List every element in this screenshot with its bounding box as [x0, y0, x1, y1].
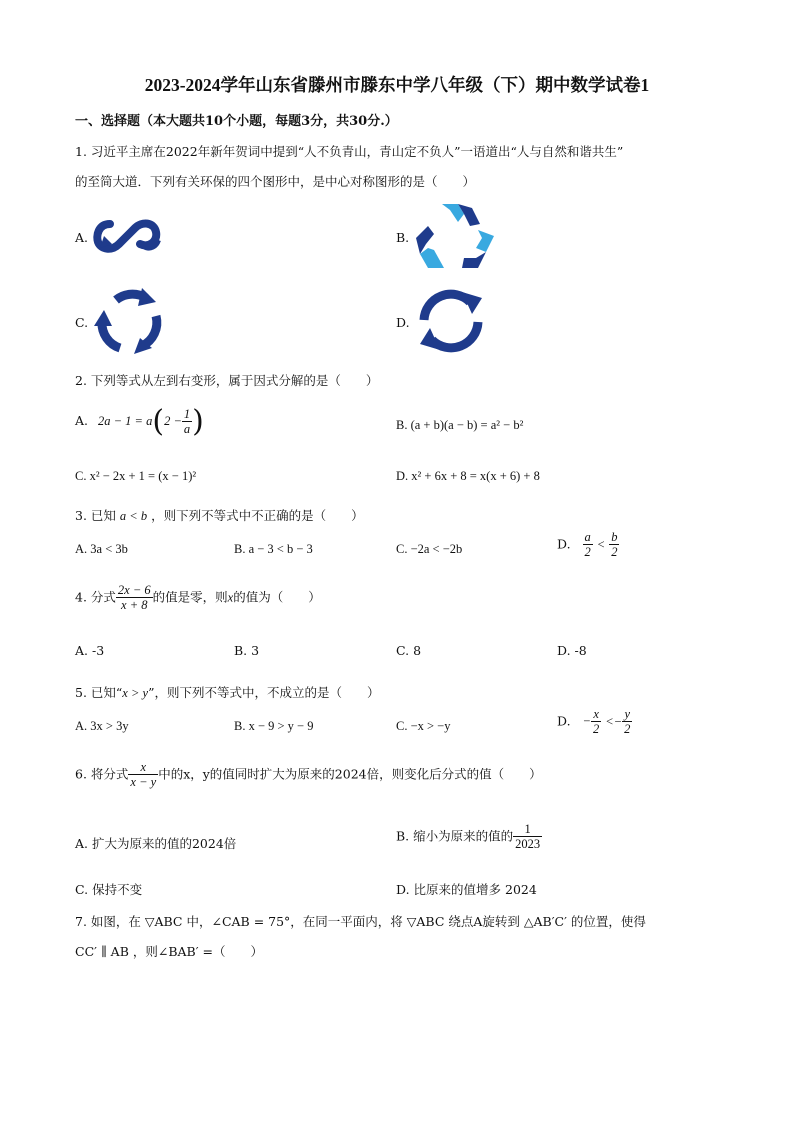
q4-option-b: B. 3 — [234, 643, 260, 658]
q2-option-c: C. x² − 2x + 1 = (x − 1)² — [75, 469, 197, 483]
q4-option-d: D. -8 — [557, 643, 587, 658]
q4-option-a: A. -3 — [75, 643, 105, 658]
page-title: 2023-2024学年山东省滕州市滕东中学八年级（下）期中数学试卷1 — [144, 75, 650, 95]
q3-option-c: C. −2a < −2b — [396, 542, 463, 556]
question-7-line-1: 7. 如图，在 ▽ABC 中，∠CAB = 75°，在同一平面内，将 ▽ABC 绕点A旋转到 △AB′C′ 的位置，使得 — [75, 914, 646, 929]
question-3-stem: 3. 已知 a < b ，则下列不等式中不正确的是（ ） — [75, 508, 364, 523]
q2-option-a: A. 2a − 1 = a(2 − $\frac{1}{a}$ ) — [75, 404, 204, 439]
question-6-stem: 6. 将分式 $\frac{x}{x - y}$ 中的x，y的值同时扩大为原来的2024倍，则变化后分式的值（ ） — [75, 760, 542, 790]
q6-option-c: C. 保持不变 — [75, 882, 143, 897]
q4-fraction: $\frac{2x - 6}{x + 8}$ — [117, 583, 151, 613]
q3-option-d: D. $\frac{a}{2}$ < $\frac{b}{2}$ — [557, 530, 618, 560]
three-arrow-cycle-icon — [94, 286, 166, 356]
two-arrow-cycle-icon — [416, 288, 486, 354]
question-1-line-1: 1. 习近平主席在2022年新年贺词中提到“人不负青山，青山定不负人”一语道出“人与自然和谐共生” — [75, 144, 624, 159]
q5-option-b: B. x − 9 > y − 9 — [234, 719, 314, 733]
section-heading: 一、选择题（本大题共10个小题，每题3分，共30分.） — [75, 114, 398, 129]
q6-fraction: $\frac{x}{x - y}$ — [130, 760, 157, 790]
q3-option-b: B. a − 3 < b − 3 — [234, 542, 313, 556]
q1-option-b-label: B. — [396, 230, 410, 245]
q5-option-a: A. 3x > 3y — [75, 719, 129, 733]
question-1-line-2: 的至简大道．下列有关环保的四个图形中，是中心对称图形的是（ ） — [75, 174, 476, 189]
question-7-line-2: CC′ ∥ AB ，则∠BAB′ =（ ） — [75, 944, 264, 959]
three-arrow-recycle-icon — [414, 202, 496, 272]
q6-option-a: A. 扩大为原来的值的2024倍 — [75, 836, 237, 851]
q2-option-b: B. (a + b)(a − b) = a² − b² — [396, 418, 524, 432]
q5-option-c: C. −x > −y — [396, 719, 451, 733]
q4-option-c: C. 8 — [396, 643, 422, 658]
question-5-stem: 5. 已知“x > y”，则下列不等式中，不成立的是（ ） — [75, 685, 380, 700]
question-4-stem: 4. 分式 $\frac{2x - 6}{x + 8}$ 的值是零，则x的值为（ ） — [75, 583, 321, 613]
q6-option-b: B. 缩小为原来的值的 $\frac{1}{2023}$ — [396, 822, 541, 852]
q3-option-a: A. 3a < 3b — [75, 542, 128, 556]
infinity-recycle-icon — [92, 216, 162, 256]
q1-option-c-label: C. — [75, 315, 89, 330]
question-2-stem: 2. 下列等式从左到右变形，属于因式分解的是（ ） — [75, 373, 379, 388]
q1-option-d-label: D. — [396, 315, 410, 330]
q1-option-a-label: A. — [75, 230, 89, 245]
q2-a-fraction: $\frac{1}{a}$ — [183, 406, 191, 436]
q6-option-d: D. 比原来的值增多 2024 — [396, 882, 537, 897]
q5-option-d: D. − $\frac{x}{2}$ <− $\frac{y}{2}$ — [557, 707, 631, 737]
q2-option-d: D. x² + 6x + 8 = x(x + 6) + 8 — [396, 469, 540, 483]
